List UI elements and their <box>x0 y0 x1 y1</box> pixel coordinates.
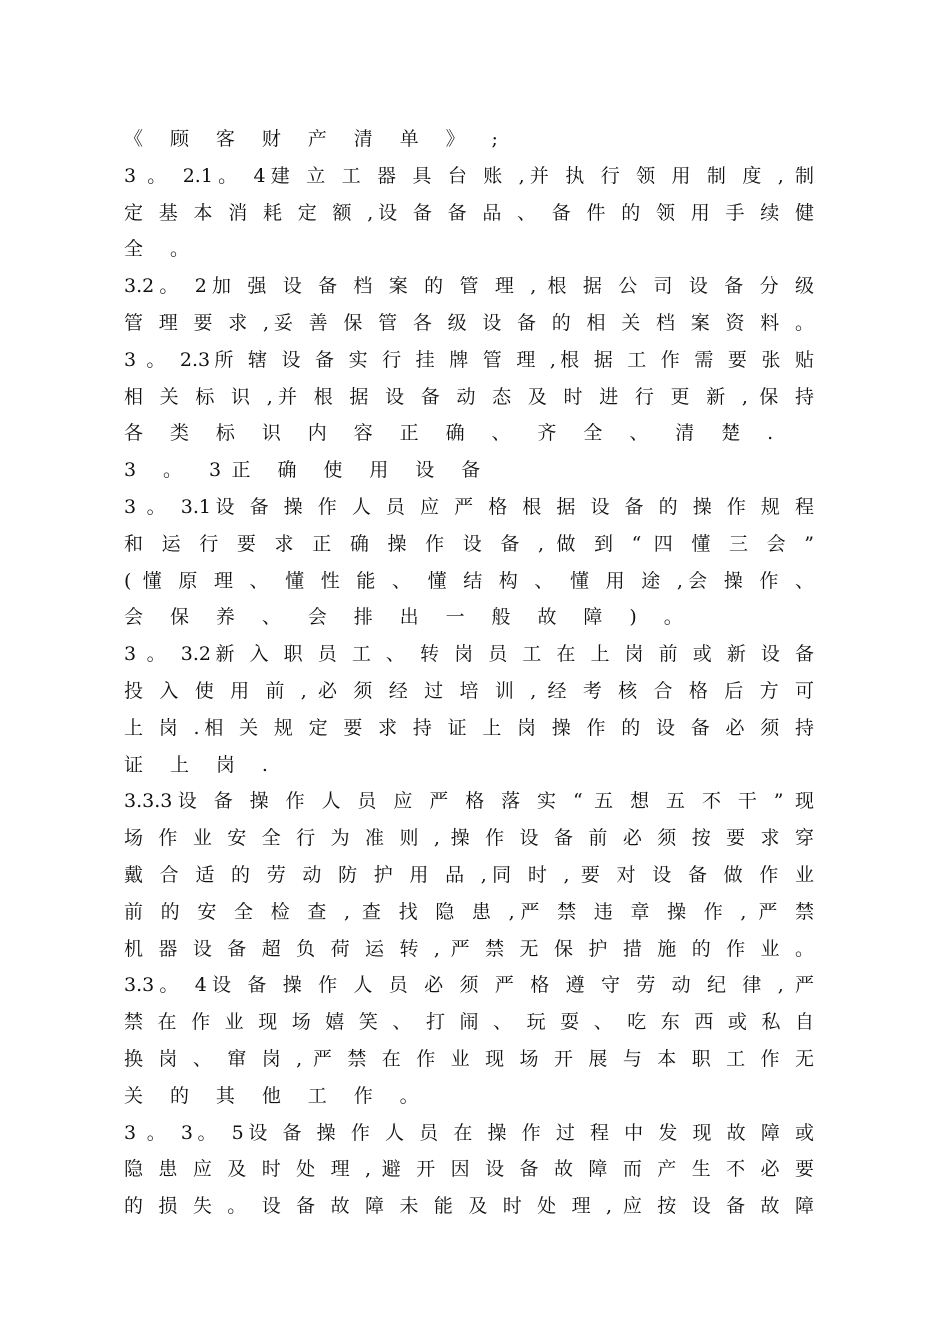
text-line: 定 基 本 消 耗 定 额 ,设 备 备 品 、 备 件 的 领 用 手 续 健 <box>124 201 814 224</box>
text-line: 换 岗 、 窜 岗 , 严 禁 在 作 业 现 场 开 展 与 本 职 工 作 无 <box>124 1047 814 1070</box>
text-line: 场 作 业 安 全 行 为 准 则 , 操 作 设 备 前 必 须 按 要 求 穿 <box>124 827 814 850</box>
text-line: ( 懂 原 理 、 懂 性 能 、 懂 结 构 、 懂 用 途 ,会 操 作 、 <box>124 569 814 592</box>
text-line: 3 。 2.3所 辖 设 备 实 行 挂 牌 管 理 ,根 据 工 作 需 要 张 贴 <box>124 348 814 371</box>
text-line: 管 理 要 求 ,妥 善 保 管 各 级 设 备 的 相 关 档 案 资 料 。 <box>124 311 814 334</box>
text-line: 各 类 标 识 内 容 正 确 、 齐 全 、 清 楚 . <box>124 422 784 445</box>
text-line: 3.3。 4设 备 操 作 人 员 必 须 严 格 遵 守 劳 动 纪 律 , 严 <box>124 974 814 997</box>
text-line: 机 器 设 备 超 负 荷 运 转 , 严 禁 无 保 护 措 施 的 作 业 。 <box>124 937 814 960</box>
text-line: 3 。 3.2新 入 职 员 工 、 转 岗 员 工 在 上 岗 前 或 新 设 备 <box>124 643 814 666</box>
document-body <box>124 121 814 1225</box>
text-line: 关 的 其 他 工 作 。 <box>124 1084 430 1107</box>
text-line: 《 顾 客 财 产 清 单 》 ; <box>124 128 509 150</box>
text-line: 3.3.3设 备 操 作 人 员 应 严 格 落 实 “ 五 想 五 不 干 ” 现 <box>124 790 814 813</box>
text-line: 3 。 3。 5设 备 操 作 人 员 在 操 作 过 程 中 发 现 故 障 或 <box>124 1121 814 1144</box>
text-line: 和 运 行 要 求 正 确 操 作 设 备 , 做 到 “ 四 懂 三 会 ” <box>124 532 814 555</box>
text-line: 3 。 3.1设 备 操 作 人 员 应 严 格 根 据 设 备 的 操 作 规 程 <box>124 495 814 518</box>
text-line: 投 入 使 用 前 , 必 须 经 过 培 训 , 经 考 核 合 格 后 方 可 <box>124 679 814 702</box>
text-line: 3 。 3正 确 使 用 设 备 <box>124 459 491 482</box>
text-line: 前 的 安 全 检 查 , 查 找 隐 患 ,严 禁 违 章 操 作 , 严 禁 <box>124 900 814 923</box>
text-line: 3.2。 2加 强 设 备 档 案 的 管 理 , 根 据 公 司 设 备 分 级 <box>124 275 814 298</box>
text-line: 禁 在 作 业 现 场 嬉 笑 、 打 闹 、 玩 耍 、 吃 东 西 或 私 自 <box>124 1011 814 1034</box>
text-line: 隐 患 应 及 时 处 理 , 避 开 因 设 备 故 障 而 产 生 不 必 要 <box>124 1158 814 1181</box>
text-line: 会 保 养 、 会 排 出 一 般 故 障 ) 。 <box>124 606 694 629</box>
text-line: 3 。 2.1。 4建 立 工 器 具 台 账 ,并 执 行 领 用 制 度 , 制 <box>124 164 814 187</box>
text-line: 全 。 <box>124 238 200 261</box>
text-line: 戴 合 适 的 劳 动 防 护 用 品 ,同 时 , 要 对 设 备 做 作 业 <box>124 863 814 886</box>
text-line: 的 损 失 。 设 备 故 障 未 能 及 时 处 理 , 应 按 设 备 故 障 <box>124 1195 814 1218</box>
text-line: 证 上 岗 . <box>124 753 279 776</box>
text-line: 上 岗 .相 关 规 定 要 求 持 证 上 岗 操 作 的 设 备 必 须 持 <box>124 716 814 739</box>
text-line: 相 关 标 识 ,并 根 据 设 备 动 态 及 时 进 行 更 新 , 保 持 <box>124 385 814 408</box>
